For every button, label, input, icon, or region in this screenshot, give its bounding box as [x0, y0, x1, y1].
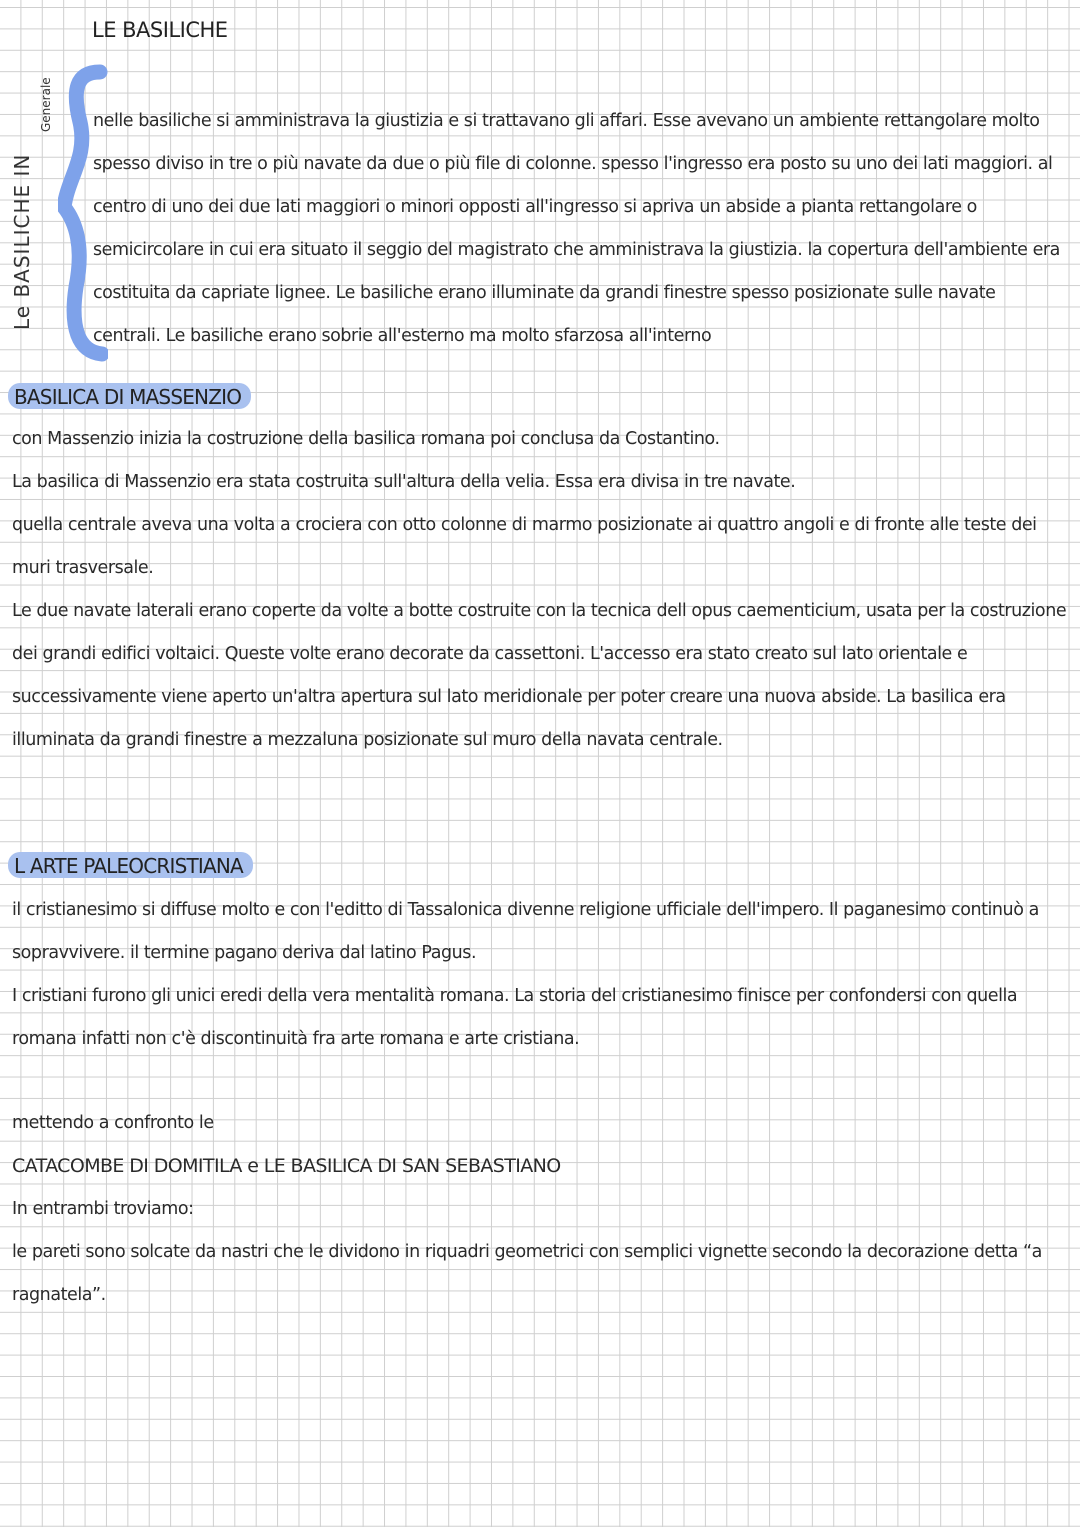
confronto-section	[12, 1102, 1067, 1317]
intro-section	[93, 100, 1063, 358]
vertical-label: Le BASILICHE IN	[10, 153, 34, 330]
massenzio-section	[12, 418, 1067, 762]
heading-basilica-massenzio: BASILICA DI MASSENZIO	[8, 383, 251, 409]
vertical-sublabel: Generale	[39, 77, 53, 132]
confronto-intro: mettendo a confronto le	[12, 1113, 214, 1133]
massenzio-paragraph-2: La basilica di Massenzio era stata costruita sull'altura della velia. Essa era divisa in tre navate.	[12, 472, 796, 492]
confronto-lead: In entrambi troviamo:	[12, 1199, 194, 1219]
massenzio-paragraph-3: quella centrale aveva una volta a crociera con otto colonne di marmo posizionate ai quattro angoli e di fronte alle teste dei muri trasversale.	[12, 515, 1037, 578]
massenzio-paragraph-1: con Massenzio inizia la costruzione della basilica romana poi conclusa da Costantino.	[12, 429, 720, 449]
page-title: LE BASILICHE	[92, 18, 228, 42]
massenzio-paragraph-4: Le due navate laterali erano coperte da volte a botte costruite con la tecnica dell opus caementicium, usata per la costruzione dei grandi edifici voltaici. Queste volte erano decorate da cassettoni. L'accesso era stato creato sul lato orientale e successivamente viene aperto un'altra apertura sul lato meridionale per poter creare una nuova abside. La basilica era illuminata da grandi finestre a mezzaluna posizionate sul muro della navata centrale.	[12, 601, 1067, 750]
intro-paragraph: nelle basiliche si amministrava la giustizia e si trattavano gli affari. Esse avevano un ambiente rettangolare molto spesso diviso in tre o più navate da due o più file di colonne. spesso l'ingresso era posto su uno dei lati maggiori. al centro di uno dei due lati maggiori o minori opposti all'ingresso si apriva un abside a pianta rettangolare o semicircolare in cui era situato il seggio del magistrato che amministrava la giustizia. la copertura dell'ambiente era costituita da capriate lignee. Le basiliche erano illuminate da grandi finestre spesso posizionate sulle navate centrali. Le basiliche erano sobrie all'esterno ma molto sfarzosa all'interno	[93, 111, 1060, 346]
paleocristiana-section	[12, 889, 1067, 1061]
heading-arte-paleocristiana: L ARTE PALEOCRISTIANA	[8, 852, 253, 878]
paleocristiana-paragraph-2: I cristiani furono gli unici eredi della vera mentalità romana. La storia del cristianesimo finisce per confondersi con quella romana infatti non c'è discontinuità fra arte romana e arte cristiana.	[12, 986, 1018, 1049]
paleocristiana-paragraph-1: il cristianesimo si diffuse molto e con l'editto di Tassalonica divenne religione ufficiale dell'impero. Il paganesimo continuò a sopravvivere. il termine pagano deriva dal latino Pagus.	[12, 900, 1039, 963]
confronto-body: le pareti sono solcate da nastri che le dividono in riquadri geometrici con semplici vignette secondo la decorazione detta “a ragnatela”.	[12, 1242, 1042, 1305]
confronto-subjects: CATACOMBE DI DOMITILA e LE BASILICA DI SAN SEBASTIANO	[12, 1155, 561, 1177]
